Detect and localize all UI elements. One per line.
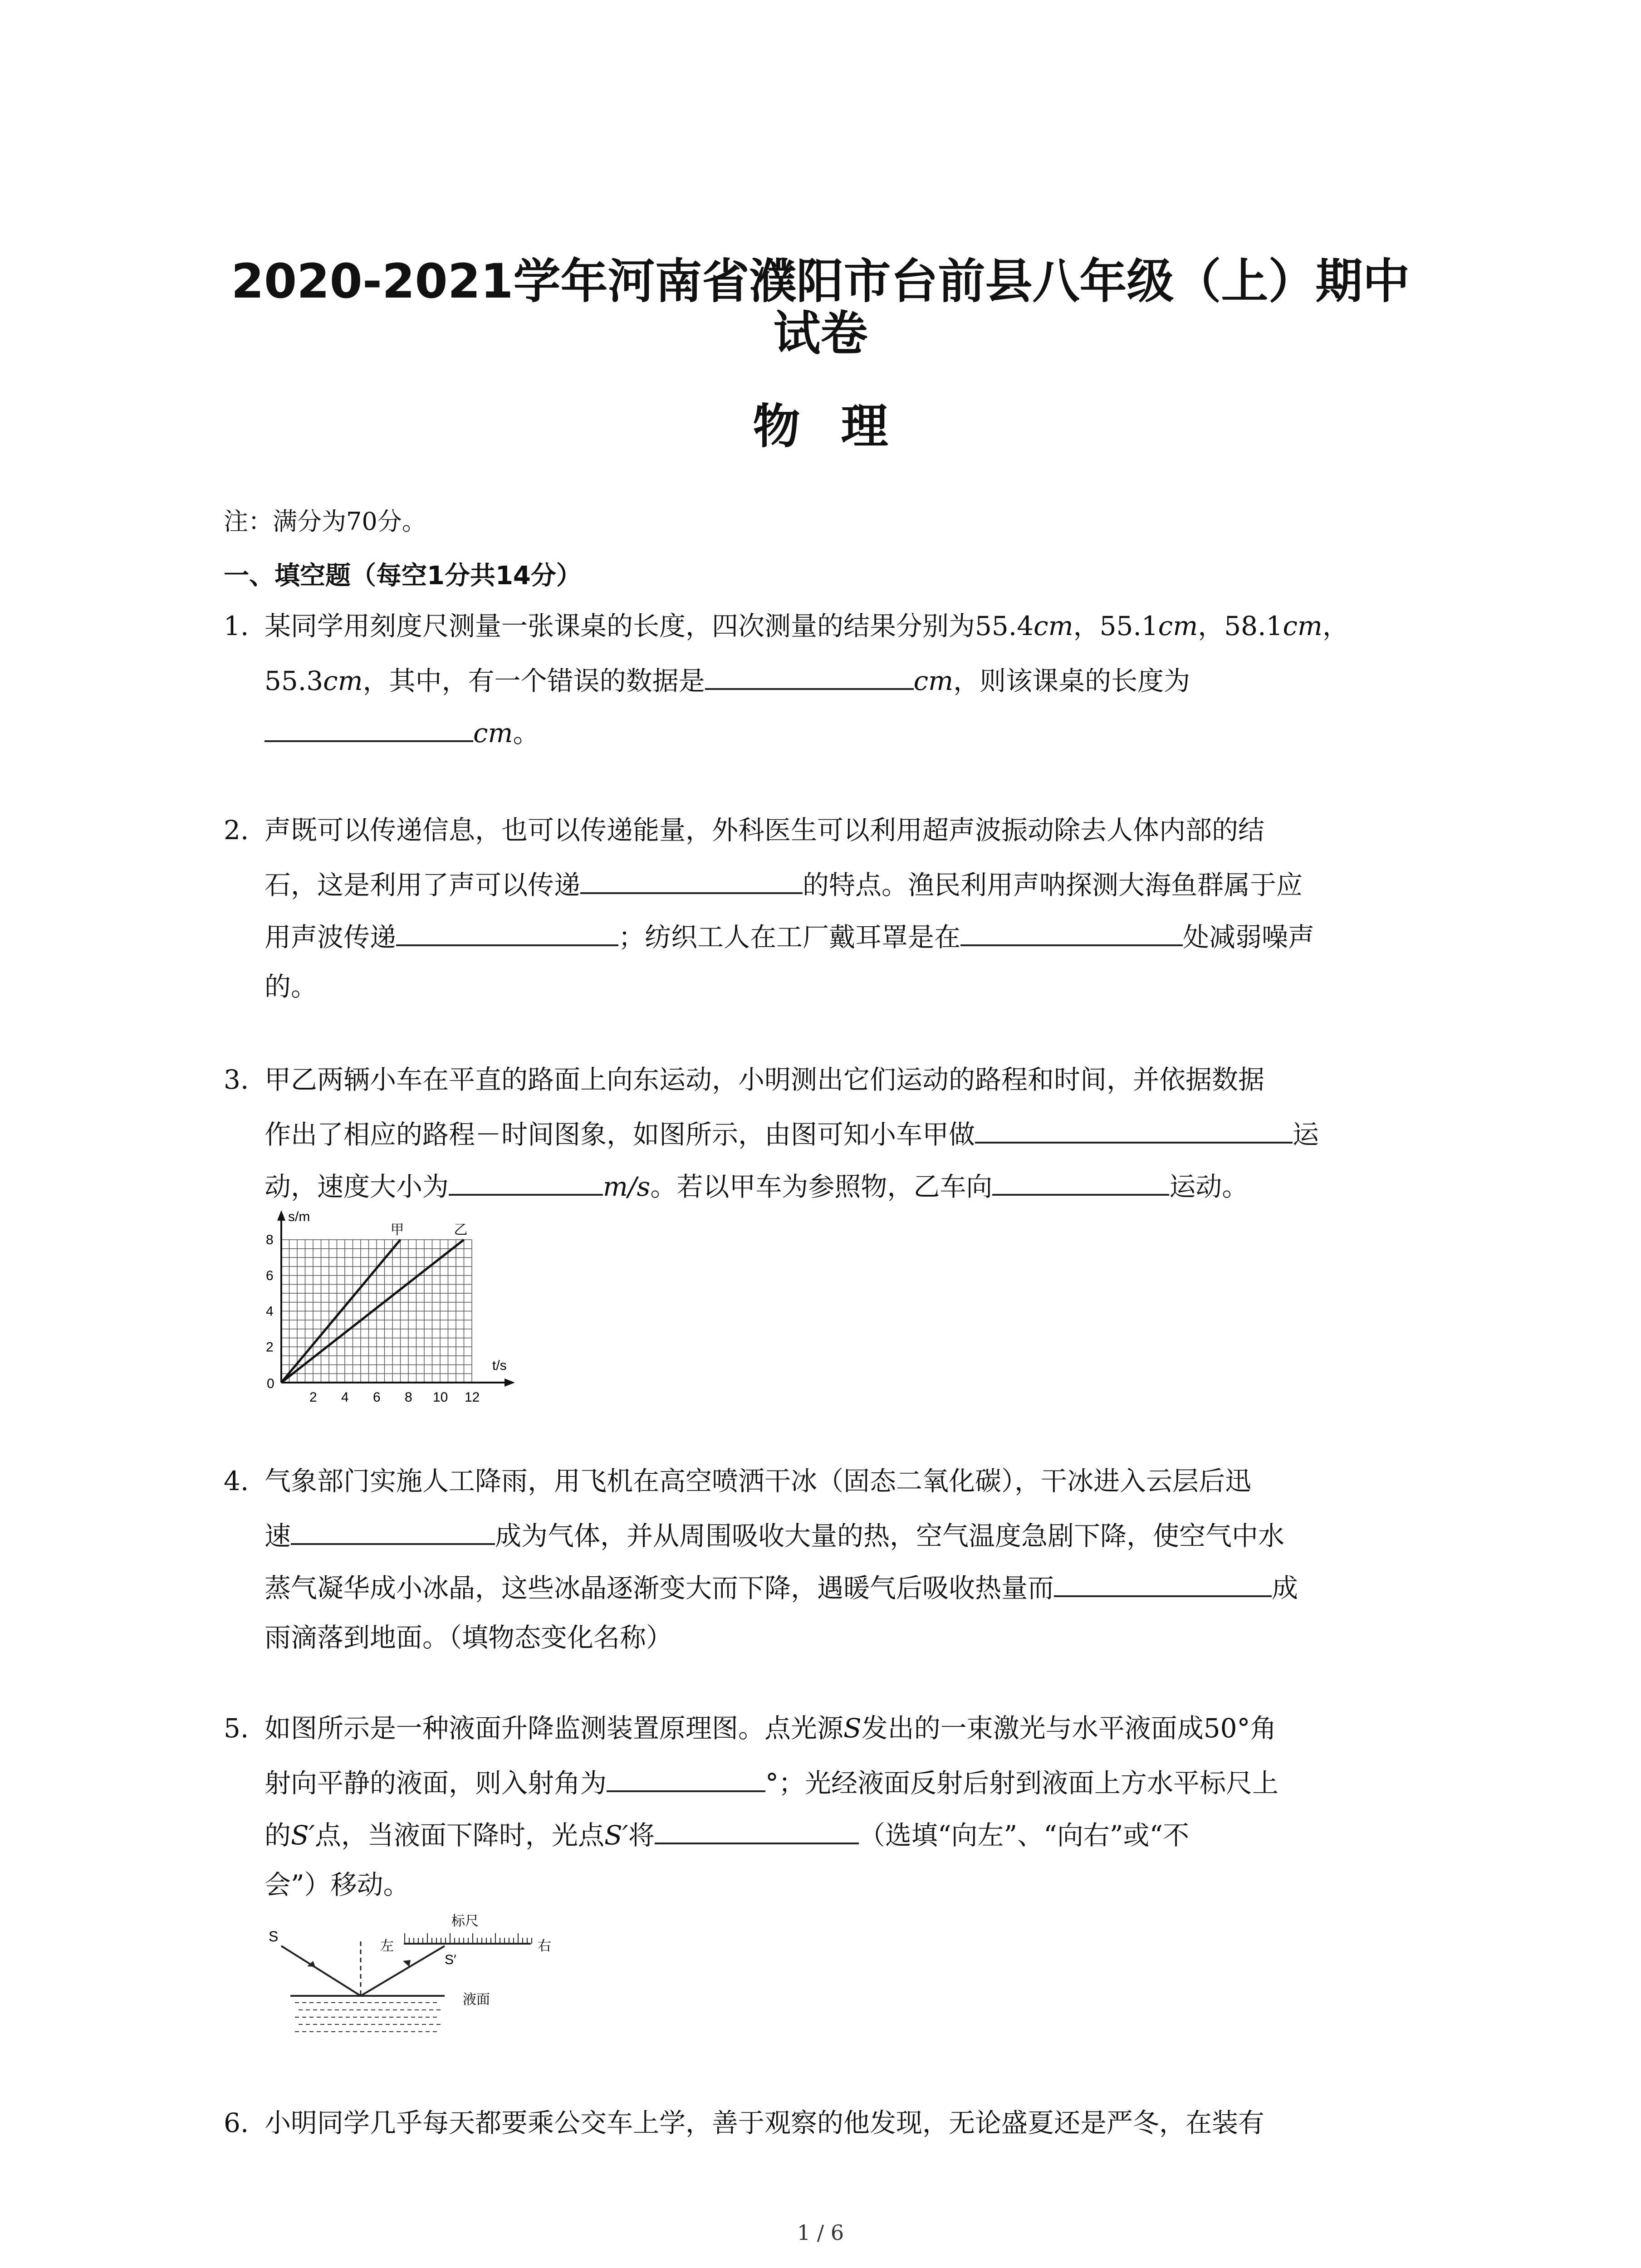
x-tick-label: 12 [465,1390,480,1405]
incident-ray [281,1946,361,1996]
liquid-level-diagram [263,1910,590,2046]
question-number: 3. [224,1064,249,1095]
x-tick-label: 4 [341,1390,349,1405]
page-number: 1 / 6 [797,2220,844,2245]
y-axis-label: s/m [288,1209,310,1224]
x-tick-label: 8 [405,1390,412,1405]
x-tick-label: 2 [309,1390,317,1405]
liquid-hatch [295,2003,441,2032]
score-note: 注：满分为70分。 [224,507,426,536]
reflected-arrow [403,1960,411,1967]
y-tick-label: 2 [266,1339,274,1355]
answer-blank[interactable] [580,864,803,894]
right-label: 右 [538,1939,551,1954]
question-number: 4. [224,1466,249,1496]
liquid-label: 液面 [463,1992,490,2007]
section-heading: 一、填空题（每空1分共14分） [224,561,582,591]
answer-blank[interactable] [265,712,473,742]
diagram-svg [263,1910,590,2046]
ruler-ticks [405,1933,532,1944]
answer-blank[interactable] [607,1762,765,1792]
reflected-ray [361,1946,445,1996]
question-number: 5. [224,1713,249,1744]
answer-blank[interactable] [449,1166,603,1196]
ruler-label: 标尺 [451,1914,479,1929]
spot-label: S′ [445,1952,456,1967]
exam-page: 2020-2021学年河南省濮阳市台前县八年级（上）期中 试卷 物理 注：满分为70分。 一、填空题（每空1分共14分） 1. 某同学用刻度尺测量一张课桌的长度，四次测量的结果分别为55.4cm，55.1cm，58.1cm， 55.3cm，其中，有一个错误的数据是 cm，则该课桌的长度为 cm。 2. 声既可以传递信息，也可以传递能量，外科医生可以利用超声波振动除去人体内部的结 石，这是利用了声可以传递 的特点。渔民利用声呐探测大海鱼群属于应 用声波传递 ；纺织工人在工厂戴耳罩是在 处减弱噪声 的。 3. 甲乙两辆小车在平直的路面上向东运动，小明测出它们运动的路程和时间，并依据数据 作出了相应的路程－时间图象，如图所示，由图可知小车甲做 运 动，速度大小为 m/s。若以甲车为参照物，乙车向 运动。 2 4 6 8 10 12 2 4 6 8 甲 乙 s/m t/s 0 4. 气象部门实施人工降雨，用飞机在高空喷洒干冰（固态二氧化碳），干冰进入云层后迅 速 成为气体，并从周围吸收大量的热，空气温度急剧下降，使空气中水 蒸气凝华成小冰晶，这些冰晶逐渐变大而下降，遇暖气后吸收热量而 成 雨滴落到地面。（填物态变化名称） 5. 如图所示是一种液面升降监测装置原理图。点光源S发出的一束激光与水平液面成50°角 射向平静的液面，则入射角为 °；光经液面反射后射到液面上方水平标尺上 的S′点，当液面下降时，光点S′将 （选填“向左”、“向右”或“不 会”）移动。 标尺 左 右 S S′ 液面 6. 小明同学几乎每天都要乘公交车上学，善于观察的他发现，无论盛夏还是严冬，在装有 1 / 6 [0,0,1641,2268]
x-tick-label: 10 [433,1390,448,1405]
y-tick-label: 6 [266,1268,274,1283]
answer-blank[interactable] [655,1814,859,1844]
question-number: 1. [224,611,249,641]
answer-blank[interactable] [291,1515,495,1545]
answer-blank[interactable] [396,916,618,946]
chart-svg [254,1207,549,1415]
series-label-1: 甲 [390,1222,404,1237]
series-label-2: 乙 [454,1222,468,1237]
x-tick-label: 6 [373,1390,381,1405]
subject-heading: 物理 [753,399,929,454]
x-axis-arrow [505,1378,515,1387]
y-tick-label: 8 [266,1232,274,1247]
exam-title-line1: 2020-2021学年河南省濮阳市台前县八年级（上）期中 [231,254,1410,309]
x-axis-label: t/s [492,1358,507,1373]
answer-blank[interactable] [975,1114,1293,1144]
y-axis-arrow [277,1210,285,1221]
answer-blank[interactable] [960,916,1183,946]
chart-ticks [266,1232,480,1405]
answer-blank[interactable] [992,1166,1169,1196]
source-label: S [269,1928,279,1945]
origin-label: 0 [267,1376,274,1391]
y-tick-label: 4 [266,1304,274,1319]
answer-blank[interactable] [1054,1567,1272,1597]
left-label: 左 [380,1939,394,1954]
exam-title-line2: 试卷 [773,306,868,361]
distance-time-chart [254,1207,549,1415]
question-number: 2. [224,815,249,846]
question-number: 6. [224,2107,249,2138]
answer-blank[interactable] [705,660,914,690]
